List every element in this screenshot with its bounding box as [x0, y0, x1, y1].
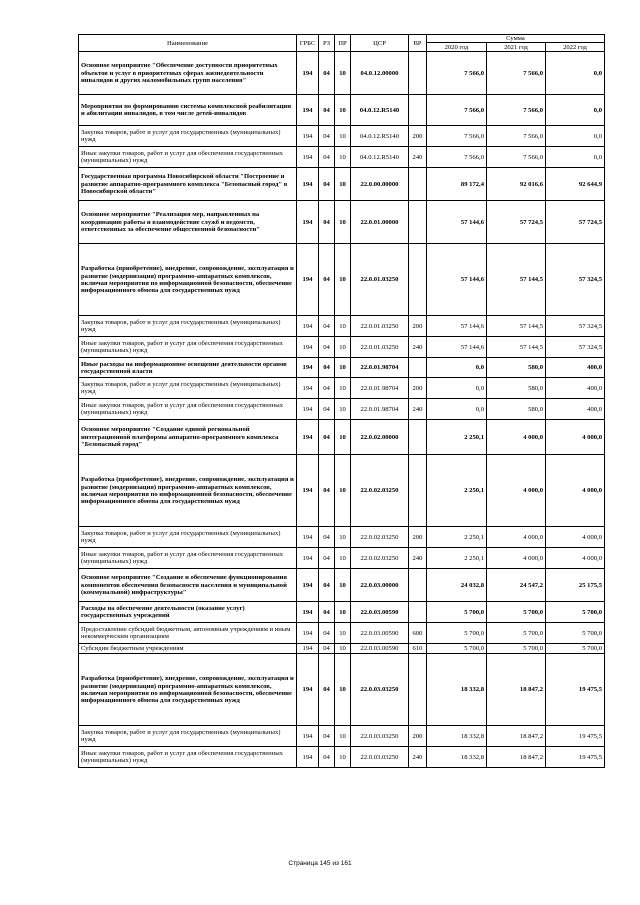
header-sum: Сумма [427, 35, 605, 43]
table-row [79, 399, 605, 420]
cell-csr: 22.0.03.00590 [351, 644, 409, 654]
cell-2020: 7 566,0 [427, 95, 487, 126]
cell-2020: 0,0 [427, 358, 487, 378]
cell-name: Государственная программа Новосибирской области "Построение и развитие аппаратно-программного комплекса "Безопасный город" в Новосибирской области" [79, 168, 297, 201]
cell-csr: 04.0.12.R5140 [351, 126, 409, 147]
cell-2022: 400,0 [546, 358, 605, 378]
cell-grbs: 194 [297, 52, 319, 95]
cell-grbs: 194 [297, 244, 319, 316]
cell-pr: 10 [335, 147, 351, 168]
cell-2020: 7 566,0 [427, 147, 487, 168]
budget-table [78, 34, 605, 768]
cell-2020: 5 700,0 [427, 623, 487, 644]
cell-pr: 10 [335, 420, 351, 455]
cell-2022: 4 000,0 [546, 548, 605, 569]
cell-rz: 04 [319, 201, 335, 244]
cell-2022: 0,0 [546, 95, 605, 126]
table-row [79, 654, 605, 726]
cell-grbs: 194 [297, 95, 319, 126]
cell-2022: 0,0 [546, 126, 605, 147]
cell-grbs: 194 [297, 147, 319, 168]
cell-name: Закупка товаров, работ и услуг для государственных (муниципальных) нужд [79, 726, 297, 747]
cell-vr [409, 455, 427, 527]
cell-pr: 10 [335, 95, 351, 126]
header-row-top [79, 35, 605, 43]
cell-2020: 0,0 [427, 378, 487, 399]
header-year-2020: 2020 год [427, 43, 487, 52]
cell-2021: 7 566,0 [487, 52, 546, 95]
cell-name: Закупка товаров, работ и услуг для государственных (муниципальных) нужд [79, 378, 297, 399]
header-name: Наименование [79, 35, 297, 52]
cell-vr: 200 [409, 126, 427, 147]
cell-pr: 10 [335, 548, 351, 569]
table-row [79, 747, 605, 768]
cell-grbs: 194 [297, 602, 319, 623]
table-row [79, 337, 605, 358]
cell-grbs: 194 [297, 654, 319, 726]
cell-2020: 57 144,6 [427, 316, 487, 337]
cell-name: Основное мероприятие "Реализация мер, направленных на координацию работы и взаимодействие служб и ведомств, ответственных за обеспечение общественной безопасности" [79, 201, 297, 244]
cell-csr: 22.0.03.00590 [351, 602, 409, 623]
cell-pr: 10 [335, 244, 351, 316]
cell-2021: 92 016,6 [487, 168, 546, 201]
cell-csr: 22.0.03.03250 [351, 726, 409, 747]
cell-name: Иные закупки товаров, работ и услуг для обеспечения государственных (муниципальных) нужд [79, 337, 297, 358]
table-row [79, 358, 605, 378]
cell-2022: 400,0 [546, 399, 605, 420]
cell-pr: 10 [335, 644, 351, 654]
table-row [79, 316, 605, 337]
cell-grbs: 194 [297, 623, 319, 644]
cell-vr: 240 [409, 399, 427, 420]
cell-vr [409, 168, 427, 201]
cell-2021: 57 144,5 [487, 244, 546, 316]
cell-grbs: 194 [297, 644, 319, 654]
cell-2021: 7 566,0 [487, 95, 546, 126]
cell-csr: 04.0.12.R5140 [351, 147, 409, 168]
cell-grbs: 194 [297, 527, 319, 548]
cell-pr: 10 [335, 726, 351, 747]
table-row [79, 147, 605, 168]
cell-csr: 22.0.03.00000 [351, 569, 409, 602]
cell-2021: 580,0 [487, 399, 546, 420]
cell-grbs: 194 [297, 168, 319, 201]
cell-2021: 57 724,5 [487, 201, 546, 244]
cell-vr: 610 [409, 644, 427, 654]
cell-2022: 19 475,5 [546, 726, 605, 747]
cell-rz: 04 [319, 168, 335, 201]
cell-name: Расходы на обеспечение деятельности (оказание услуг) государственных учреждений [79, 602, 297, 623]
cell-2020: 2 250,1 [427, 548, 487, 569]
cell-grbs: 194 [297, 548, 319, 569]
cell-name: Иные закупки товаров, работ и услуг для обеспечения государственных (муниципальных) нужд [79, 548, 297, 569]
cell-grbs: 194 [297, 420, 319, 455]
cell-name: Разработка (приобретение), внедрение, сопровождение, эксплуатация и развитие (модернизация) программно-аппаратных комплексов, включая мероприятия по информационной безопасности, обеспечение информационного обмена для государственных нужд [79, 654, 297, 726]
cell-2021: 18 847,2 [487, 726, 546, 747]
header-year-2022: 2022 год [546, 43, 605, 52]
cell-pr: 10 [335, 602, 351, 623]
cell-vr: 240 [409, 147, 427, 168]
cell-vr: 240 [409, 337, 427, 358]
table-row [79, 548, 605, 569]
cell-csr: 22.0.02.03250 [351, 455, 409, 527]
cell-2020: 57 144,6 [427, 244, 487, 316]
cell-2021: 5 700,0 [487, 602, 546, 623]
cell-name: Основное мероприятие "Создание единой региональной интеграционной платформы аппаратно-программного комплекса "Безопасный город" [79, 420, 297, 455]
cell-vr [409, 201, 427, 244]
cell-csr: 22.0.01.98704 [351, 399, 409, 420]
table-row [79, 644, 605, 654]
cell-grbs: 194 [297, 358, 319, 378]
cell-rz: 04 [319, 726, 335, 747]
cell-csr: 22.0.03.00590 [351, 623, 409, 644]
cell-name: Иные закупки товаров, работ и услуг для обеспечения государственных (муниципальных) нужд [79, 747, 297, 768]
cell-pr: 10 [335, 747, 351, 768]
cell-csr: 04.0.12.00000 [351, 52, 409, 95]
table-row [79, 126, 605, 147]
cell-csr: 04.0.12.R5140 [351, 95, 409, 126]
cell-csr: 22.0.01.00000 [351, 201, 409, 244]
cell-name: Закупка товаров, работ и услуг для государственных (муниципальных) нужд [79, 527, 297, 548]
cell-rz: 04 [319, 126, 335, 147]
cell-grbs: 194 [297, 399, 319, 420]
cell-vr [409, 654, 427, 726]
table-row [79, 201, 605, 244]
cell-pr: 10 [335, 52, 351, 95]
cell-2022: 4 000,0 [546, 455, 605, 527]
cell-csr: 22.0.01.03250 [351, 316, 409, 337]
cell-rz: 04 [319, 337, 335, 358]
cell-vr: 200 [409, 316, 427, 337]
cell-pr: 10 [335, 654, 351, 726]
cell-2020: 0,0 [427, 399, 487, 420]
cell-name: Мероприятия по формированию системы комплексной реабилитации и абилитации инвалидов, в том числе детей-инвалидов [79, 95, 297, 126]
cell-2021: 18 847,2 [487, 747, 546, 768]
cell-name: Субсидии бюджетным учреждениям [79, 644, 297, 654]
header-pr: ПР [335, 35, 351, 52]
cell-name: Разработка (приобретение), внедрение, сопровождение, эксплуатация и развитие (модернизация) программно-аппаратных комплексов, включая мероприятия по информационной безопасности, обеспечение информационного обмена для государственных нужд [79, 244, 297, 316]
cell-rz: 04 [319, 654, 335, 726]
cell-2021: 4 000,0 [487, 527, 546, 548]
cell-vr [409, 420, 427, 455]
table-row [79, 623, 605, 644]
cell-name: Закупка товаров, работ и услуг для государственных (муниципальных) нужд [79, 316, 297, 337]
cell-2020: 24 032,8 [427, 569, 487, 602]
cell-rz: 04 [319, 623, 335, 644]
cell-rz: 04 [319, 644, 335, 654]
cell-csr: 22.0.01.03250 [351, 337, 409, 358]
cell-2020: 57 144,6 [427, 337, 487, 358]
cell-csr: 22.0.02.03250 [351, 548, 409, 569]
cell-rz: 04 [319, 52, 335, 95]
cell-2022: 57 324,5 [546, 337, 605, 358]
cell-vr [409, 244, 427, 316]
cell-2021: 7 566,0 [487, 147, 546, 168]
cell-2020: 7 566,0 [427, 52, 487, 95]
cell-csr: 22.0.00.00000 [351, 168, 409, 201]
cell-grbs: 194 [297, 569, 319, 602]
cell-grbs: 194 [297, 455, 319, 527]
table-row [79, 420, 605, 455]
cell-2022: 5 700,0 [546, 644, 605, 654]
table-row [79, 95, 605, 126]
table-row [79, 726, 605, 747]
cell-2020: 2 250,1 [427, 455, 487, 527]
cell-pr: 10 [335, 623, 351, 644]
cell-2020: 89 172,4 [427, 168, 487, 201]
cell-rz: 04 [319, 378, 335, 399]
cell-2020: 18 332,8 [427, 726, 487, 747]
cell-2021: 57 144,5 [487, 337, 546, 358]
page-number: Страница 145 из 161 [288, 860, 352, 867]
cell-name: Иные закупки товаров, работ и услуг для обеспечения государственных (муниципальных) нужд [79, 147, 297, 168]
cell-2022: 19 475,5 [546, 654, 605, 726]
cell-2020: 5 700,0 [427, 602, 487, 623]
cell-grbs: 194 [297, 747, 319, 768]
cell-2022: 57 724,5 [546, 201, 605, 244]
cell-grbs: 194 [297, 316, 319, 337]
cell-grbs: 194 [297, 337, 319, 358]
cell-vr [409, 52, 427, 95]
cell-2020: 18 332,8 [427, 747, 487, 768]
cell-name: Закупка товаров, работ и услуг для государственных (муниципальных) нужд [79, 126, 297, 147]
header-rz: РЗ [319, 35, 335, 52]
cell-name: Иные закупки товаров, работ и услуг для обеспечения государственных (муниципальных) нужд [79, 399, 297, 420]
cell-2021: 580,0 [487, 378, 546, 399]
cell-2022: 0,0 [546, 52, 605, 95]
cell-rz: 04 [319, 420, 335, 455]
cell-rz: 04 [319, 358, 335, 378]
cell-2021: 24 547,2 [487, 569, 546, 602]
cell-rz: 04 [319, 747, 335, 768]
cell-vr: 200 [409, 378, 427, 399]
cell-pr: 10 [335, 126, 351, 147]
cell-pr: 10 [335, 378, 351, 399]
cell-csr: 22.0.03.03250 [351, 654, 409, 726]
cell-2021: 5 700,0 [487, 644, 546, 654]
header-vr: ВР [409, 35, 427, 52]
table-row [79, 527, 605, 548]
cell-rz: 04 [319, 527, 335, 548]
cell-rz: 04 [319, 95, 335, 126]
cell-name: Основное мероприятие "Обеспечение доступности приоритетных объектов и услуг в приоритетных сферах жизнедеятельности инвалидов и других маломобильных групп населения" [79, 52, 297, 95]
cell-vr: 600 [409, 623, 427, 644]
cell-name: Основное мероприятие "Создание и обеспечение функционирования компонентов обеспечения безопасности населения и муниципальной (коммунальной) инфраструктуры" [79, 569, 297, 602]
cell-2021: 4 000,0 [487, 455, 546, 527]
cell-2021: 5 700,0 [487, 623, 546, 644]
cell-rz: 04 [319, 399, 335, 420]
cell-grbs: 194 [297, 726, 319, 747]
cell-pr: 10 [335, 569, 351, 602]
cell-name: Предоставление субсидий бюджетным, автономным учреждениям и иным некоммерческим организациям [79, 623, 297, 644]
cell-vr [409, 569, 427, 602]
cell-2022: 5 700,0 [546, 602, 605, 623]
cell-rz: 04 [319, 548, 335, 569]
cell-2022: 25 175,5 [546, 569, 605, 602]
cell-rz: 04 [319, 244, 335, 316]
cell-2020: 7 566,0 [427, 126, 487, 147]
cell-csr: 22.0.02.00000 [351, 420, 409, 455]
cell-2021: 57 144,5 [487, 316, 546, 337]
cell-csr: 22.0.01.03250 [351, 244, 409, 316]
cell-vr: 240 [409, 747, 427, 768]
cell-rz: 04 [319, 147, 335, 168]
cell-grbs: 194 [297, 378, 319, 399]
cell-2022: 5 700,0 [546, 623, 605, 644]
cell-vr [409, 358, 427, 378]
cell-grbs: 194 [297, 126, 319, 147]
cell-2020: 2 250,1 [427, 527, 487, 548]
cell-csr: 22.0.01.98704 [351, 358, 409, 378]
cell-2021: 4 000,0 [487, 548, 546, 569]
cell-2022: 19 475,5 [546, 747, 605, 768]
cell-2022: 57 324,5 [546, 316, 605, 337]
cell-pr: 10 [335, 201, 351, 244]
header-year-2021: 2021 год [487, 43, 546, 52]
table-row [79, 378, 605, 399]
cell-pr: 10 [335, 337, 351, 358]
cell-2021: 4 000,0 [487, 420, 546, 455]
table-row [79, 244, 605, 316]
cell-vr: 200 [409, 726, 427, 747]
cell-pr: 10 [335, 358, 351, 378]
cell-2022: 0,0 [546, 147, 605, 168]
cell-name: Иные расходы на информационное освещение деятельности органов государственной власти [79, 358, 297, 378]
table-row [79, 168, 605, 201]
cell-2020: 57 144,6 [427, 201, 487, 244]
cell-rz: 04 [319, 602, 335, 623]
cell-2020: 18 332,8 [427, 654, 487, 726]
cell-2022: 4 000,0 [546, 527, 605, 548]
cell-rz: 04 [319, 455, 335, 527]
table-row [79, 569, 605, 602]
cell-pr: 10 [335, 455, 351, 527]
cell-2022: 400,0 [546, 378, 605, 399]
cell-grbs: 194 [297, 201, 319, 244]
cell-rz: 04 [319, 569, 335, 602]
cell-pr: 10 [335, 399, 351, 420]
table-row [79, 602, 605, 623]
table-row [79, 455, 605, 527]
cell-vr: 240 [409, 548, 427, 569]
cell-2022: 92 644,9 [546, 168, 605, 201]
cell-csr: 22.0.01.98704 [351, 378, 409, 399]
cell-pr: 10 [335, 316, 351, 337]
cell-2021: 580,0 [487, 358, 546, 378]
cell-2022: 4 000,0 [546, 420, 605, 455]
header-grbs: ГРБС [297, 35, 319, 52]
cell-vr [409, 602, 427, 623]
cell-rz: 04 [319, 316, 335, 337]
header-csr: ЦСР [351, 35, 409, 52]
cell-2020: 2 250,1 [427, 420, 487, 455]
cell-2020: 5 700,0 [427, 644, 487, 654]
cell-csr: 22.0.03.03250 [351, 747, 409, 768]
cell-pr: 10 [335, 168, 351, 201]
table-row [79, 52, 605, 95]
cell-2021: 7 566,0 [487, 126, 546, 147]
cell-vr: 200 [409, 527, 427, 548]
cell-name: Разработка (приобретение), внедрение, сопровождение, эксплуатация и развитие (модернизация) программно-аппаратных комплексов, включая мероприятия по информационной безопасности, обеспечение информационного обмена для государственных нужд [79, 455, 297, 527]
cell-csr: 22.0.02.03250 [351, 527, 409, 548]
cell-vr [409, 95, 427, 126]
cell-pr: 10 [335, 527, 351, 548]
cell-2021: 18 847,2 [487, 654, 546, 726]
cell-2022: 57 324,5 [546, 244, 605, 316]
